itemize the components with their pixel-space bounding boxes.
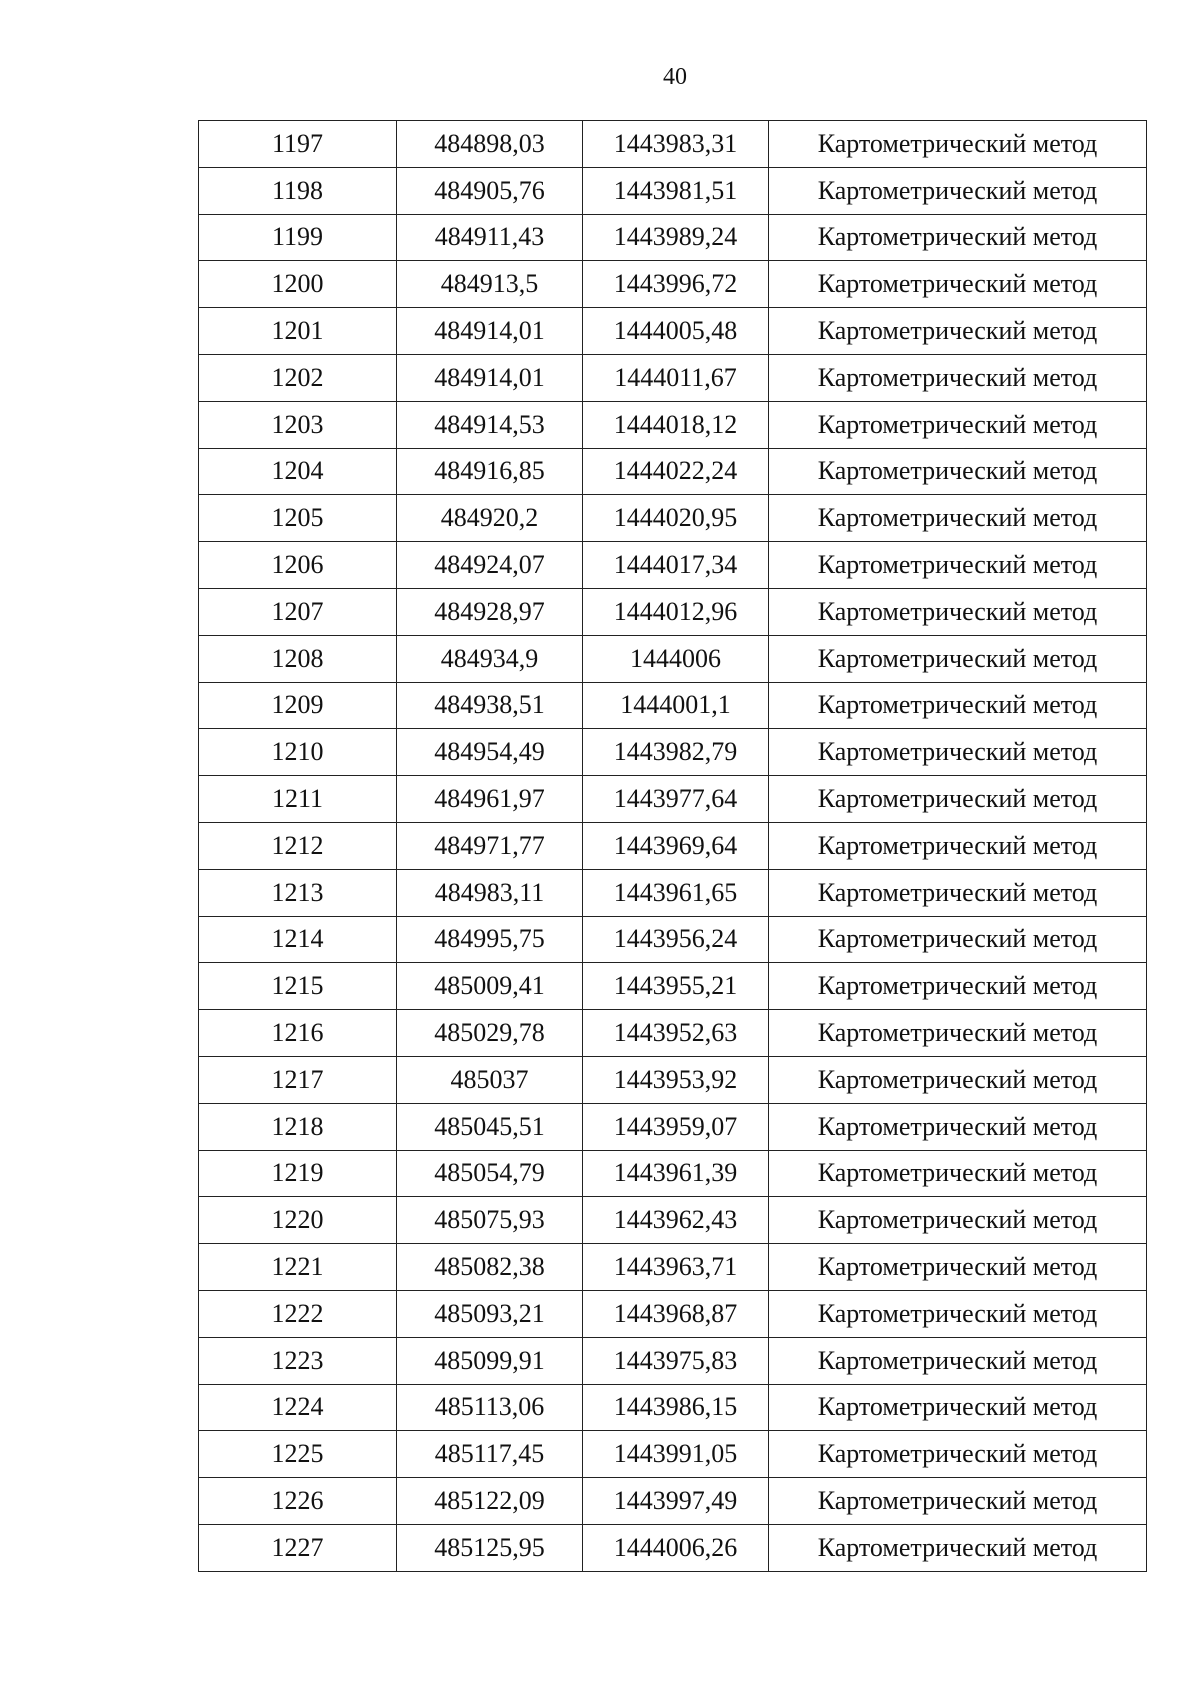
y-coordinate-cell: 1443952,63 xyxy=(583,1010,769,1057)
x-coordinate-cell: 485082,38 xyxy=(397,1244,583,1291)
method-cell: Картометрический метод xyxy=(769,448,1147,495)
y-coordinate-cell: 1444005,48 xyxy=(583,308,769,355)
method-cell: Картометрический метод xyxy=(769,1431,1147,1478)
point-number-cell: 1201 xyxy=(199,308,397,355)
method-cell: Картометрический метод xyxy=(769,214,1147,261)
x-coordinate-cell: 484954,49 xyxy=(397,729,583,776)
x-coordinate-cell: 485029,78 xyxy=(397,1010,583,1057)
y-coordinate-cell: 1443997,49 xyxy=(583,1478,769,1525)
y-coordinate-cell: 1444001,1 xyxy=(583,682,769,729)
method-cell: Картометрический метод xyxy=(769,1478,1147,1525)
x-coordinate-cell: 484928,97 xyxy=(397,588,583,635)
point-number-cell: 1200 xyxy=(199,261,397,308)
y-coordinate-cell: 1444006,26 xyxy=(583,1524,769,1571)
y-coordinate-cell: 1443989,24 xyxy=(583,214,769,261)
y-coordinate-cell: 1443983,31 xyxy=(583,121,769,168)
x-coordinate-cell: 484911,43 xyxy=(397,214,583,261)
x-coordinate-cell: 484914,01 xyxy=(397,308,583,355)
point-number-cell: 1219 xyxy=(199,1150,397,1197)
table-row xyxy=(199,261,1147,308)
x-coordinate-cell: 484924,07 xyxy=(397,542,583,589)
method-cell: Картометрический метод xyxy=(769,1103,1147,1150)
method-cell: Картометрический метод xyxy=(769,1337,1147,1384)
page-number: 40 xyxy=(663,64,687,90)
table-row xyxy=(199,542,1147,589)
table-row xyxy=(199,1197,1147,1244)
table-row xyxy=(199,1010,1147,1057)
point-number-cell: 1227 xyxy=(199,1524,397,1571)
y-coordinate-cell: 1443977,64 xyxy=(583,776,769,823)
table-row xyxy=(199,495,1147,542)
method-cell: Картометрический метод xyxy=(769,1524,1147,1571)
method-cell: Картометрический метод xyxy=(769,635,1147,682)
point-number-cell: 1203 xyxy=(199,401,397,448)
table-row xyxy=(199,308,1147,355)
y-coordinate-cell: 1443961,65 xyxy=(583,869,769,916)
y-coordinate-cell: 1444020,95 xyxy=(583,495,769,542)
table-row xyxy=(199,121,1147,168)
x-coordinate-cell: 485099,91 xyxy=(397,1337,583,1384)
method-cell: Картометрический метод xyxy=(769,121,1147,168)
method-cell: Картометрический метод xyxy=(769,542,1147,589)
method-cell: Картометрический метод xyxy=(769,1010,1147,1057)
method-cell: Картометрический метод xyxy=(769,1244,1147,1291)
point-number-cell: 1204 xyxy=(199,448,397,495)
y-coordinate-cell: 1443968,87 xyxy=(583,1290,769,1337)
y-coordinate-cell: 1443959,07 xyxy=(583,1103,769,1150)
method-cell: Картометрический метод xyxy=(769,167,1147,214)
x-coordinate-cell: 484934,9 xyxy=(397,635,583,682)
table-row xyxy=(199,1103,1147,1150)
method-cell: Картометрический метод xyxy=(769,776,1147,823)
point-number-cell: 1197 xyxy=(199,121,397,168)
y-coordinate-cell: 1443991,05 xyxy=(583,1431,769,1478)
method-cell: Картометрический метод xyxy=(769,682,1147,729)
x-coordinate-cell: 484905,76 xyxy=(397,167,583,214)
method-cell: Картометрический метод xyxy=(769,1384,1147,1431)
table-row xyxy=(199,1431,1147,1478)
y-coordinate-cell: 1444011,67 xyxy=(583,354,769,401)
x-coordinate-cell: 484995,75 xyxy=(397,916,583,963)
y-coordinate-cell: 1444022,24 xyxy=(583,448,769,495)
point-number-cell: 1211 xyxy=(199,776,397,823)
table-row xyxy=(199,1290,1147,1337)
point-number-cell: 1205 xyxy=(199,495,397,542)
table-row xyxy=(199,682,1147,729)
table-row xyxy=(199,401,1147,448)
x-coordinate-cell: 485054,79 xyxy=(397,1150,583,1197)
point-number-cell: 1208 xyxy=(199,635,397,682)
point-number-cell: 1216 xyxy=(199,1010,397,1057)
y-coordinate-cell: 1443963,71 xyxy=(583,1244,769,1291)
y-coordinate-cell: 1443961,39 xyxy=(583,1150,769,1197)
point-number-cell: 1220 xyxy=(199,1197,397,1244)
y-coordinate-cell: 1443953,92 xyxy=(583,1056,769,1103)
table-row xyxy=(199,1056,1147,1103)
y-coordinate-cell: 1443996,72 xyxy=(583,261,769,308)
point-number-cell: 1210 xyxy=(199,729,397,776)
x-coordinate-cell: 485125,95 xyxy=(397,1524,583,1571)
table-row xyxy=(199,448,1147,495)
y-coordinate-cell: 1444006 xyxy=(583,635,769,682)
method-cell: Картометрический метод xyxy=(769,495,1147,542)
method-cell: Картометрический метод xyxy=(769,822,1147,869)
x-coordinate-cell: 484961,97 xyxy=(397,776,583,823)
x-coordinate-cell: 484983,11 xyxy=(397,869,583,916)
table-row xyxy=(199,916,1147,963)
x-coordinate-cell: 485009,41 xyxy=(397,963,583,1010)
table-row xyxy=(199,1337,1147,1384)
point-number-cell: 1206 xyxy=(199,542,397,589)
method-cell: Картометрический метод xyxy=(769,308,1147,355)
y-coordinate-cell: 1443969,64 xyxy=(583,822,769,869)
x-coordinate-cell: 484971,77 xyxy=(397,822,583,869)
method-cell: Картометрический метод xyxy=(769,1197,1147,1244)
table-row xyxy=(199,1244,1147,1291)
point-number-cell: 1199 xyxy=(199,214,397,261)
method-cell: Картометрический метод xyxy=(769,916,1147,963)
y-coordinate-cell: 1443975,83 xyxy=(583,1337,769,1384)
point-number-cell: 1214 xyxy=(199,916,397,963)
y-coordinate-cell: 1443962,43 xyxy=(583,1197,769,1244)
table-row xyxy=(199,167,1147,214)
table-row xyxy=(199,1478,1147,1525)
x-coordinate-cell: 485122,09 xyxy=(397,1478,583,1525)
table-row xyxy=(199,1384,1147,1431)
point-number-cell: 1198 xyxy=(199,167,397,214)
x-coordinate-cell: 484920,2 xyxy=(397,495,583,542)
point-number-cell: 1209 xyxy=(199,682,397,729)
y-coordinate-cell: 1443986,15 xyxy=(583,1384,769,1431)
point-number-cell: 1223 xyxy=(199,1337,397,1384)
table-row xyxy=(199,869,1147,916)
x-coordinate-cell: 484938,51 xyxy=(397,682,583,729)
point-number-cell: 1213 xyxy=(199,869,397,916)
y-coordinate-cell: 1444018,12 xyxy=(583,401,769,448)
x-coordinate-cell: 485113,06 xyxy=(397,1384,583,1431)
x-coordinate-cell: 484898,03 xyxy=(397,121,583,168)
x-coordinate-cell: 484913,5 xyxy=(397,261,583,308)
point-number-cell: 1215 xyxy=(199,963,397,1010)
method-cell: Картометрический метод xyxy=(769,963,1147,1010)
y-coordinate-cell: 1443956,24 xyxy=(583,916,769,963)
method-cell: Картометрический метод xyxy=(769,729,1147,776)
point-number-cell: 1225 xyxy=(199,1431,397,1478)
point-number-cell: 1212 xyxy=(199,822,397,869)
x-coordinate-cell: 485037 xyxy=(397,1056,583,1103)
table-row xyxy=(199,729,1147,776)
point-number-cell: 1202 xyxy=(199,354,397,401)
x-coordinate-cell: 484914,53 xyxy=(397,401,583,448)
point-number-cell: 1217 xyxy=(199,1056,397,1103)
table-row xyxy=(199,776,1147,823)
table-row xyxy=(199,1150,1147,1197)
method-cell: Картометрический метод xyxy=(769,261,1147,308)
point-number-cell: 1222 xyxy=(199,1290,397,1337)
y-coordinate-cell: 1443981,51 xyxy=(583,167,769,214)
method-cell: Картометрический метод xyxy=(769,1150,1147,1197)
x-coordinate-cell: 485045,51 xyxy=(397,1103,583,1150)
table-row xyxy=(199,963,1147,1010)
method-cell: Картометрический метод xyxy=(769,354,1147,401)
method-cell: Картометрический метод xyxy=(769,869,1147,916)
method-cell: Картометрический метод xyxy=(769,588,1147,635)
y-coordinate-cell: 1444017,34 xyxy=(583,542,769,589)
x-coordinate-cell: 485075,93 xyxy=(397,1197,583,1244)
method-cell: Картометрический метод xyxy=(769,401,1147,448)
point-number-cell: 1207 xyxy=(199,588,397,635)
x-coordinate-cell: 485093,21 xyxy=(397,1290,583,1337)
table-row xyxy=(199,588,1147,635)
table-row xyxy=(199,1524,1147,1571)
point-number-cell: 1226 xyxy=(199,1478,397,1525)
point-number-cell: 1218 xyxy=(199,1103,397,1150)
method-cell: Картометрический метод xyxy=(769,1056,1147,1103)
x-coordinate-cell: 484916,85 xyxy=(397,448,583,495)
point-number-cell: 1221 xyxy=(199,1244,397,1291)
y-coordinate-cell: 1444012,96 xyxy=(583,588,769,635)
point-number-cell: 1224 xyxy=(199,1384,397,1431)
x-coordinate-cell: 484914,01 xyxy=(397,354,583,401)
method-cell: Картометрический метод xyxy=(769,1290,1147,1337)
table-row xyxy=(199,214,1147,261)
table-row xyxy=(199,354,1147,401)
y-coordinate-cell: 1443955,21 xyxy=(583,963,769,1010)
y-coordinate-cell: 1443982,79 xyxy=(583,729,769,776)
table-row xyxy=(199,822,1147,869)
x-coordinate-cell: 485117,45 xyxy=(397,1431,583,1478)
coordinates-table xyxy=(198,120,1147,1572)
table-row xyxy=(199,635,1147,682)
coordinates-table-body xyxy=(199,121,1147,1572)
